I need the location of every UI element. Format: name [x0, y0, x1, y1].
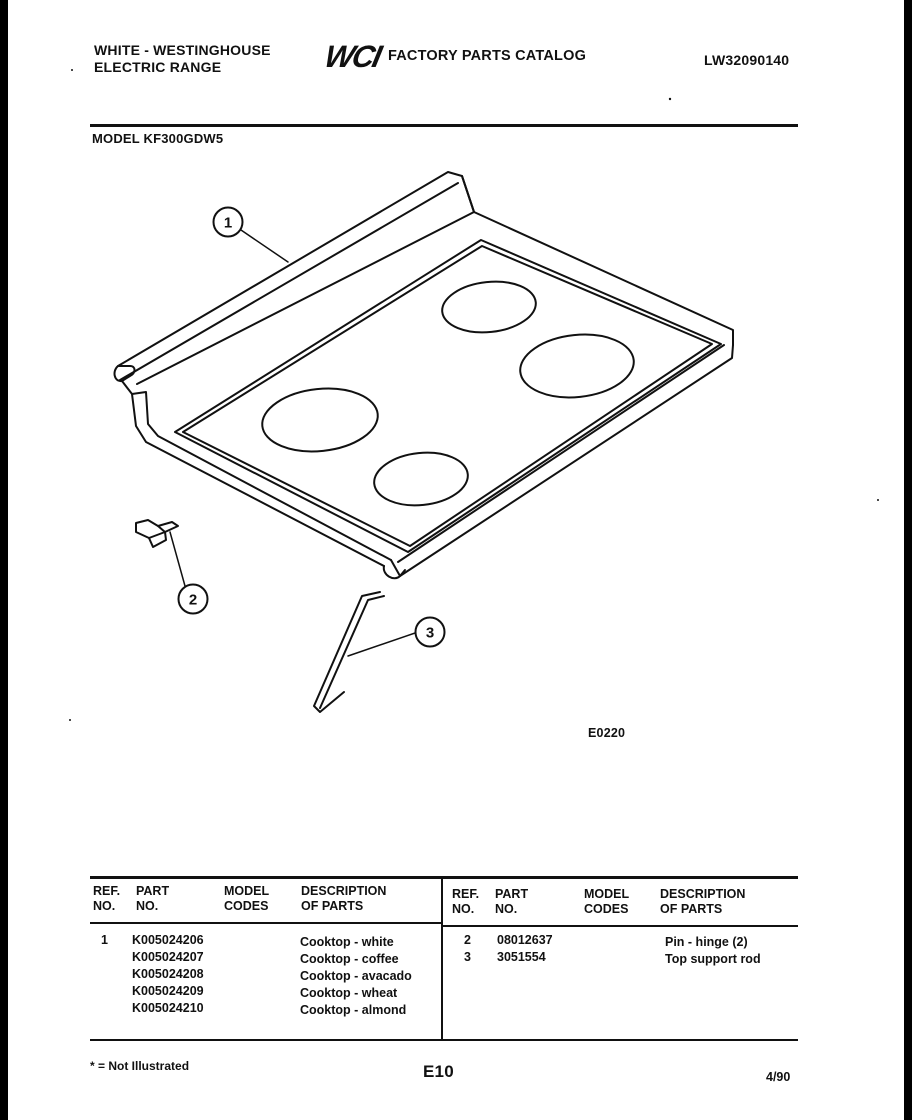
- burner-opening-rear-right: [517, 329, 637, 403]
- table-row: K005024206: [132, 933, 204, 947]
- header-model-codes: MODEL CODES: [224, 884, 270, 913]
- table-header-rule-left: [90, 922, 441, 924]
- burner-opening-rear-left: [440, 277, 539, 337]
- right-ref-list: [464, 932, 471, 966]
- table-row: Cooktop - avacado: [300, 969, 412, 983]
- model-label: MODEL KF300GDW5: [92, 131, 224, 146]
- svg-text:3: 3: [425, 624, 435, 642]
- callout-3: [413, 615, 447, 649]
- wci-logo-text: WCI: [321, 39, 384, 74]
- row-ref-1: 1: [101, 933, 108, 947]
- table-row: 3051554: [497, 950, 546, 964]
- cooktop-exploded-diagram: [8, 0, 904, 800]
- table-row: 08012637: [497, 933, 553, 947]
- header-part-no: PART NO.: [136, 884, 170, 913]
- catalog-number: LW32090140: [704, 52, 790, 68]
- table-row: Pin - hinge (2): [665, 935, 748, 949]
- table-top-rule: [90, 876, 798, 879]
- table-row: 2: [464, 933, 471, 947]
- callout-1: [211, 205, 245, 239]
- table-row: Cooktop - white: [300, 935, 394, 949]
- table-row: Top support rod: [665, 952, 761, 966]
- header-part-no-right: PART NO.: [495, 887, 529, 916]
- right-description-list: [665, 934, 761, 968]
- support-rod-part: [314, 592, 418, 712]
- callout-2: [176, 582, 210, 616]
- header-description-right: DESCRIPTION OF PARTS: [660, 887, 746, 916]
- table-divider: [441, 878, 443, 1040]
- manufacturer-name: WHITE - WESTINGHOUSE ELECTRIC RANGE: [94, 42, 271, 75]
- svg-text:2: 2: [188, 591, 198, 609]
- table-row: K005024207: [132, 950, 204, 964]
- burner-opening-front-right: [372, 448, 471, 510]
- part-number-list: [132, 932, 204, 1017]
- burner-opening-front-left: [259, 383, 381, 457]
- table-row: Cooktop - almond: [300, 1003, 407, 1017]
- description-list: [300, 934, 412, 1019]
- catalog-date: 4/90: [766, 1070, 791, 1084]
- header-ref-no-right: REF. NO.: [452, 887, 480, 916]
- right-part-list: [497, 932, 553, 966]
- table-row: Cooktop - coffee: [300, 952, 399, 966]
- table-row: K005024209: [132, 984, 204, 998]
- table-row: 3: [464, 950, 471, 964]
- header-model-codes-right: MODEL CODES: [584, 887, 630, 916]
- svg-text:1: 1: [223, 214, 233, 232]
- table-bottom-rule: [90, 1039, 798, 1041]
- cooktop-part: [115, 172, 733, 578]
- hinge-pin-part: [136, 520, 185, 586]
- catalog-page: [8, 0, 904, 1120]
- table-header-rule-right: [443, 925, 798, 927]
- not-illustrated-note: * = Not Illustrated: [90, 1059, 190, 1073]
- page-code: E10: [423, 1062, 454, 1081]
- figure-code: E0220: [588, 726, 626, 740]
- header-ref-no: REF. NO.: [93, 884, 121, 913]
- header-description: DESCRIPTION OF PARTS: [301, 884, 387, 913]
- table-row: Cooktop - wheat: [300, 986, 398, 1000]
- table-row: K005024210: [132, 1001, 204, 1015]
- catalog-title: FACTORY PARTS CATALOG: [388, 48, 587, 64]
- table-row: K005024208: [132, 967, 204, 981]
